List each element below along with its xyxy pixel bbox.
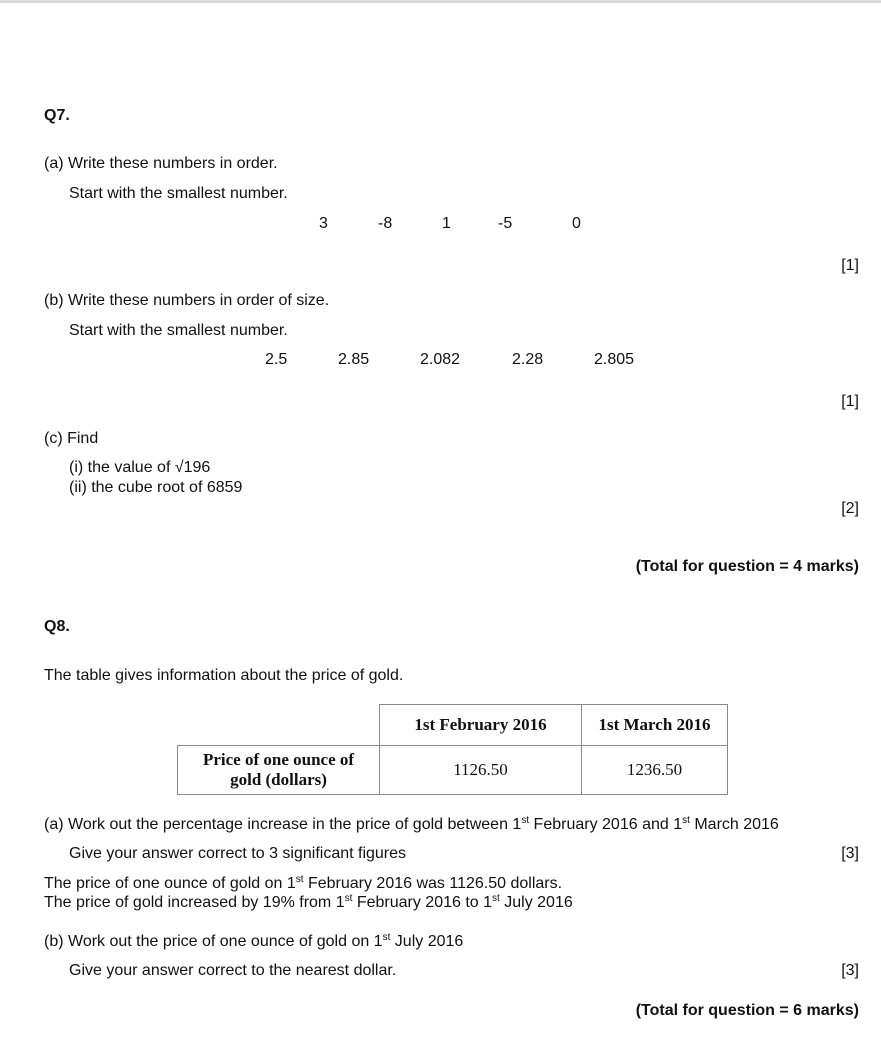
q8b-instruction: (b) Work out the price of one ounce of gold on 1st July 2016 bbox=[44, 932, 464, 950]
q7b-number: 2.5 bbox=[265, 351, 288, 368]
q7a-number: -5 bbox=[498, 215, 513, 232]
q7a-subinstruction: Start with the smallest number. bbox=[69, 185, 288, 202]
table-cell: 1126.50 bbox=[380, 746, 582, 795]
row-header-line: gold (dollars) bbox=[230, 770, 327, 789]
q8-info-line: The price of gold increased by 19% from 1st February 2016 to 1st July 2016 bbox=[44, 893, 573, 911]
q7c-item-ii: (ii) the cube root of 6859 bbox=[69, 479, 243, 496]
q7c-instruction: (c) Find bbox=[44, 430, 99, 447]
q8-total: (Total for question = 6 marks) bbox=[635, 1002, 859, 1019]
q7-label: Q7. bbox=[44, 107, 70, 124]
q8-info-line: The price of one ounce of gold on 1st February 2016 was 1126.50 dollars. bbox=[44, 874, 563, 892]
q7c-mark: [2] bbox=[841, 500, 859, 517]
q7a-number: 1 bbox=[442, 215, 451, 232]
q7b-mark: [1] bbox=[841, 393, 859, 410]
table-corner bbox=[178, 705, 380, 746]
q7-total: (Total for question = 4 marks) bbox=[635, 558, 859, 575]
q7b-number: 2.28 bbox=[512, 351, 544, 368]
q7c-item-i: (i) the value of √196 bbox=[69, 459, 211, 476]
q7a-mark: [1] bbox=[841, 257, 859, 274]
q8a-subinstruction: Give your answer correct to 3 significant figures bbox=[69, 845, 407, 862]
top-border bbox=[0, 0, 881, 3]
q8-label: Q8. bbox=[44, 618, 70, 635]
q7b-subinstruction: Start with the smallest number. bbox=[69, 322, 288, 339]
table-row-header bbox=[178, 746, 380, 795]
q8b-subinstruction: Give your answer correct to the nearest dollar. bbox=[69, 962, 397, 979]
q8-intro: The table gives information about the price of gold. bbox=[44, 667, 404, 684]
q7b-number: 2.85 bbox=[338, 351, 370, 368]
q7a-number: -8 bbox=[378, 215, 393, 232]
q7a-number: 0 bbox=[572, 215, 581, 232]
table-col-header: 1st February 2016 bbox=[380, 705, 582, 746]
q8a-mark: [3] bbox=[841, 845, 859, 862]
row-header-line: Price of one ounce of bbox=[202, 750, 355, 769]
q7a-instruction: (a) Write these numbers in order. bbox=[44, 155, 278, 172]
q8a-instruction: (a) Work out the percentage increase in the price of gold between 1st February 2016 and 1st March 2016 bbox=[44, 815, 779, 833]
table-cell: 1236.50 bbox=[582, 746, 728, 795]
table-col-header: 1st March 2016 bbox=[582, 705, 728, 746]
q7a-number: 3 bbox=[319, 215, 328, 232]
q7b-instruction: (b) Write these numbers in order of size. bbox=[44, 292, 330, 309]
gold-price-table bbox=[177, 704, 728, 795]
q7b-number: 2.082 bbox=[420, 351, 461, 368]
q7b-number: 2.805 bbox=[594, 351, 635, 368]
q8b-mark: [3] bbox=[841, 962, 859, 979]
